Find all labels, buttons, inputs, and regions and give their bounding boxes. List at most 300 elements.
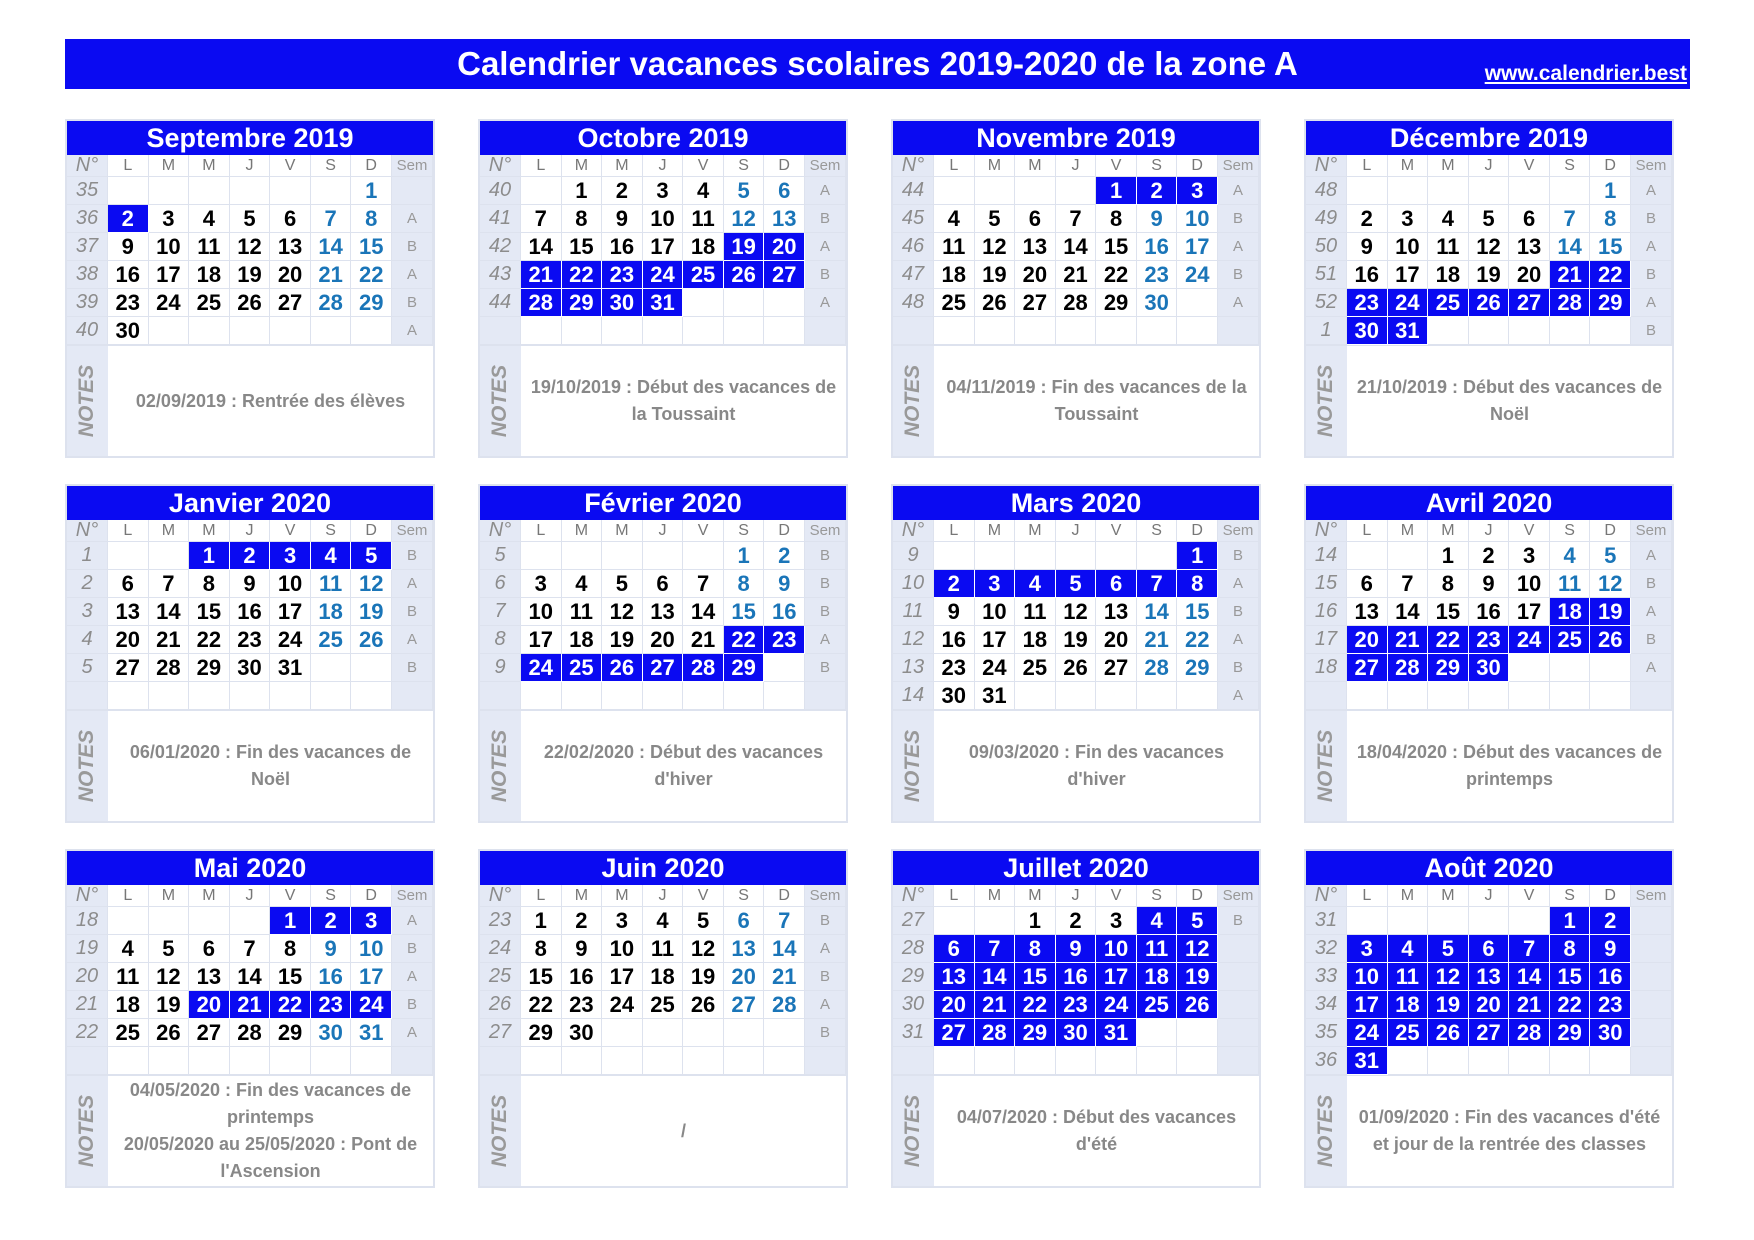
day-cell: 25 <box>189 289 230 317</box>
day-cell <box>1177 317 1218 345</box>
month-grid <box>1306 885 1672 1075</box>
week-number: 9 <box>893 542 934 570</box>
day-cell: 28 <box>1137 654 1178 682</box>
day-cell: 15 <box>1096 233 1137 261</box>
day-cell: 31 <box>270 654 311 682</box>
day-cell: 29 <box>351 289 392 317</box>
month-grid <box>67 885 433 1075</box>
day-cell: 2 <box>562 907 603 935</box>
day-cell <box>1137 317 1178 345</box>
note-line: 09/03/2020 : Fin des vacances d'hiver <box>968 742 1225 789</box>
weekday-header: V <box>1509 520 1550 542</box>
month-title: Avril 2020 <box>1306 486 1672 520</box>
weekday-header: S <box>1550 885 1591 907</box>
day-cell: 18 <box>311 598 352 626</box>
day-cell: 10 <box>1509 570 1550 598</box>
week-number: 44 <box>893 177 934 205</box>
notes-text <box>521 346 846 456</box>
day-cell <box>1590 682 1631 710</box>
day-cell <box>1056 542 1097 570</box>
day-cell: 13 <box>643 598 684 626</box>
day-cell: 15 <box>1177 598 1218 626</box>
day-cell: 13 <box>1015 233 1056 261</box>
day-cell: 19 <box>230 261 271 289</box>
weekday-header: S <box>1137 885 1178 907</box>
day-cell: 27 <box>270 289 311 317</box>
week-parity: A <box>805 991 846 1019</box>
day-cell: 19 <box>149 991 190 1019</box>
weekday-header: V <box>1096 885 1137 907</box>
site-link[interactable]: www.calendrier.best <box>1484 62 1687 85</box>
day-cell <box>189 1047 230 1075</box>
month-title: Juillet 2020 <box>893 851 1259 885</box>
day-cell: 7 <box>311 205 352 233</box>
day-cell: 26 <box>602 654 643 682</box>
weekday-header: M <box>1015 520 1056 542</box>
week-parity <box>1218 1047 1259 1075</box>
week-number <box>893 317 934 345</box>
day-cell: 4 <box>108 935 149 963</box>
week-number: 36 <box>67 205 108 233</box>
week-number: 33 <box>1306 963 1347 991</box>
weekday-header: L <box>934 520 975 542</box>
day-cell <box>975 177 1016 205</box>
weekday-header: L <box>934 885 975 907</box>
day-cell: 17 <box>602 963 643 991</box>
weekday-header: M <box>602 885 643 907</box>
day-cell: 6 <box>724 907 765 935</box>
day-cell: 18 <box>189 261 230 289</box>
week-number: 37 <box>67 233 108 261</box>
day-cell: 9 <box>562 935 603 963</box>
day-cell <box>108 177 149 205</box>
week-number: 43 <box>480 261 521 289</box>
day-cell: 26 <box>1469 289 1510 317</box>
day-cell: 8 <box>1550 935 1591 963</box>
week-number: 27 <box>480 1019 521 1047</box>
sem-header: Sem <box>392 155 433 177</box>
day-cell <box>1469 682 1510 710</box>
day-cell: 21 <box>764 963 805 991</box>
day-cell <box>1509 317 1550 345</box>
day-cell <box>724 682 765 710</box>
week-parity <box>1218 935 1259 963</box>
note-line: 02/09/2019 : Rentrée des élèves <box>135 390 406 411</box>
week-number: 14 <box>893 682 934 710</box>
day-cell: 8 <box>189 570 230 598</box>
notes-text <box>108 711 433 821</box>
weekday-header: V <box>1096 520 1137 542</box>
weekday-header: S <box>1550 155 1591 177</box>
day-cell <box>1550 682 1591 710</box>
week-parity: A <box>392 261 433 289</box>
week-parity <box>805 682 846 710</box>
weekday-header: M <box>1428 885 1469 907</box>
weekday-header: S <box>311 155 352 177</box>
week-parity <box>1218 963 1259 991</box>
notes-label-text: NOTES <box>488 364 512 438</box>
day-cell <box>975 907 1016 935</box>
day-cell <box>1428 177 1469 205</box>
day-cell <box>149 907 190 935</box>
weekday-header: J <box>1469 885 1510 907</box>
day-cell <box>351 654 392 682</box>
week-number-header: N° <box>480 885 521 907</box>
day-cell <box>764 1047 805 1075</box>
week-number: 27 <box>893 907 934 935</box>
weekday-header: V <box>1096 155 1137 177</box>
week-number <box>480 1047 521 1075</box>
weekday-header: S <box>724 155 765 177</box>
note-line: 22/02/2020 : Début des vacances d'hiver <box>543 742 824 789</box>
week-number: 40 <box>480 177 521 205</box>
day-cell: 16 <box>1056 963 1097 991</box>
week-parity: B <box>805 907 846 935</box>
week-number: 13 <box>893 654 934 682</box>
weekday-header: S <box>1137 155 1178 177</box>
day-cell: 3 <box>1177 177 1218 205</box>
day-cell: 28 <box>311 289 352 317</box>
sem-header: Sem <box>1631 520 1672 542</box>
day-cell <box>189 317 230 345</box>
day-cell: 3 <box>521 570 562 598</box>
day-cell <box>683 317 724 345</box>
day-cell: 15 <box>562 233 603 261</box>
day-cell: 14 <box>311 233 352 261</box>
week-number: 49 <box>1306 205 1347 233</box>
day-cell: 16 <box>1347 261 1388 289</box>
day-cell: 23 <box>1347 289 1388 317</box>
day-cell: 28 <box>521 289 562 317</box>
day-cell: 4 <box>1388 935 1429 963</box>
day-cell <box>643 1019 684 1047</box>
day-cell: 20 <box>643 626 684 654</box>
week-parity: A <box>1631 233 1672 261</box>
day-cell <box>643 682 684 710</box>
week-number <box>480 317 521 345</box>
day-cell: 29 <box>1590 289 1631 317</box>
weekday-header: J <box>643 885 684 907</box>
week-number: 29 <box>893 963 934 991</box>
day-cell: 8 <box>724 570 765 598</box>
day-cell: 14 <box>1550 233 1591 261</box>
week-number: 48 <box>893 289 934 317</box>
month-grid <box>893 885 1259 1075</box>
day-cell <box>311 1047 352 1075</box>
day-cell: 30 <box>1137 289 1178 317</box>
day-cell: 11 <box>311 570 352 598</box>
day-cell: 10 <box>1096 935 1137 963</box>
month-card <box>891 849 1261 1188</box>
day-cell <box>1137 542 1178 570</box>
day-cell: 2 <box>1347 205 1388 233</box>
week-parity: B <box>1631 317 1672 345</box>
day-cell: 22 <box>189 626 230 654</box>
day-cell: 6 <box>1347 570 1388 598</box>
day-cell: 9 <box>934 598 975 626</box>
day-cell: 18 <box>1550 598 1591 626</box>
week-number: 41 <box>480 205 521 233</box>
day-cell: 20 <box>764 233 805 261</box>
day-cell: 26 <box>683 991 724 1019</box>
week-number: 45 <box>893 205 934 233</box>
sem-header: Sem <box>1631 885 1672 907</box>
weekday-header: V <box>683 520 724 542</box>
day-cell: 21 <box>149 626 190 654</box>
day-cell: 22 <box>270 991 311 1019</box>
day-cell: 2 <box>230 542 271 570</box>
day-cell: 24 <box>351 991 392 1019</box>
day-cell: 10 <box>351 935 392 963</box>
month-card <box>65 119 435 458</box>
day-cell <box>934 317 975 345</box>
day-cell: 27 <box>643 654 684 682</box>
day-cell: 20 <box>270 261 311 289</box>
week-number-header: N° <box>893 885 934 907</box>
month-title: Février 2020 <box>480 486 846 520</box>
day-cell: 31 <box>1388 317 1429 345</box>
day-cell <box>1509 1047 1550 1075</box>
weekday-header: M <box>602 520 643 542</box>
day-cell: 6 <box>643 570 684 598</box>
day-cell <box>724 289 765 317</box>
weekday-header: M <box>1388 520 1429 542</box>
week-parity: A <box>1218 177 1259 205</box>
day-cell: 22 <box>724 626 765 654</box>
week-parity: B <box>805 542 846 570</box>
title-bar <box>65 39 1690 89</box>
weekday-header: S <box>311 520 352 542</box>
day-cell <box>1550 654 1591 682</box>
day-cell: 27 <box>1347 654 1388 682</box>
day-cell: 29 <box>1015 1019 1056 1047</box>
notes-text <box>521 711 846 821</box>
day-cell <box>602 1047 643 1075</box>
weekday-header: M <box>975 885 1016 907</box>
day-cell: 3 <box>602 907 643 935</box>
day-cell: 5 <box>1428 935 1469 963</box>
day-cell: 24 <box>643 261 684 289</box>
day-cell: 24 <box>1509 626 1550 654</box>
day-cell: 15 <box>270 963 311 991</box>
notes-area <box>67 345 433 456</box>
day-cell <box>1388 907 1429 935</box>
week-parity <box>1218 991 1259 1019</box>
week-parity <box>1631 991 1672 1019</box>
day-cell <box>1428 907 1469 935</box>
note-line: / <box>680 1120 686 1141</box>
weekday-header: M <box>189 155 230 177</box>
day-cell: 1 <box>270 907 311 935</box>
notes-label <box>67 346 108 456</box>
day-cell <box>1056 1047 1097 1075</box>
day-cell: 7 <box>1056 205 1097 233</box>
day-cell: 3 <box>270 542 311 570</box>
week-number: 7 <box>480 598 521 626</box>
month-card <box>891 484 1261 823</box>
day-cell: 3 <box>1388 205 1429 233</box>
week-number: 22 <box>67 1019 108 1047</box>
day-cell: 8 <box>1590 205 1631 233</box>
day-cell: 10 <box>1388 233 1429 261</box>
weekday-header: J <box>1469 155 1510 177</box>
day-cell: 28 <box>149 654 190 682</box>
day-cell <box>521 317 562 345</box>
weekday-header: D <box>764 520 805 542</box>
day-cell: 5 <box>1469 205 1510 233</box>
day-cell <box>149 682 190 710</box>
week-number: 3 <box>67 598 108 626</box>
weekday-header: M <box>189 520 230 542</box>
notes-label-text: NOTES <box>1314 1094 1338 1168</box>
week-number: 44 <box>480 289 521 317</box>
weekday-header: V <box>1509 155 1550 177</box>
day-cell: 11 <box>108 963 149 991</box>
day-cell: 29 <box>1096 289 1137 317</box>
day-cell: 23 <box>230 626 271 654</box>
day-cell: 25 <box>683 261 724 289</box>
day-cell: 9 <box>1056 935 1097 963</box>
day-cell <box>1509 177 1550 205</box>
day-cell <box>1015 177 1056 205</box>
day-cell <box>351 317 392 345</box>
day-cell: 14 <box>1137 598 1178 626</box>
sem-header: Sem <box>392 520 433 542</box>
weekday-header: J <box>643 520 684 542</box>
sem-header: Sem <box>1218 885 1259 907</box>
month-grid <box>67 520 433 710</box>
month-grid <box>480 885 846 1075</box>
day-cell <box>270 317 311 345</box>
weekday-header: V <box>683 885 724 907</box>
day-cell <box>602 1019 643 1047</box>
day-cell: 18 <box>934 261 975 289</box>
day-cell: 10 <box>643 205 684 233</box>
week-number: 2 <box>67 570 108 598</box>
day-cell: 5 <box>602 570 643 598</box>
day-cell: 13 <box>1096 598 1137 626</box>
week-parity: A <box>805 626 846 654</box>
week-number: 12 <box>893 626 934 654</box>
day-cell: 4 <box>1550 542 1591 570</box>
day-cell: 11 <box>1428 233 1469 261</box>
day-cell: 17 <box>643 233 684 261</box>
day-cell: 8 <box>270 935 311 963</box>
notes-label <box>67 711 108 821</box>
week-number: 23 <box>480 907 521 935</box>
day-cell <box>562 542 603 570</box>
day-cell: 6 <box>1509 205 1550 233</box>
week-parity: A <box>805 177 846 205</box>
note-line: 04/11/2019 : Fin des vacances de la Toussaint <box>946 377 1247 424</box>
day-cell <box>189 682 230 710</box>
day-cell: 12 <box>230 233 271 261</box>
weekday-header: M <box>975 155 1016 177</box>
day-cell <box>521 542 562 570</box>
week-parity: A <box>1218 233 1259 261</box>
day-cell: 6 <box>934 935 975 963</box>
day-cell: 26 <box>724 261 765 289</box>
day-cell: 9 <box>108 233 149 261</box>
day-cell: 22 <box>1015 991 1056 1019</box>
day-cell: 16 <box>934 626 975 654</box>
weekday-header: L <box>1347 885 1388 907</box>
day-cell: 23 <box>1590 991 1631 1019</box>
day-cell: 11 <box>1550 570 1591 598</box>
day-cell: 26 <box>1177 991 1218 1019</box>
day-cell <box>521 682 562 710</box>
day-cell: 7 <box>975 935 1016 963</box>
day-cell: 6 <box>764 177 805 205</box>
day-cell: 17 <box>1509 598 1550 626</box>
day-cell: 21 <box>1137 626 1178 654</box>
week-number: 14 <box>1306 542 1347 570</box>
weekday-header: D <box>764 155 805 177</box>
week-parity: B <box>805 598 846 626</box>
day-cell: 11 <box>934 233 975 261</box>
day-cell: 11 <box>683 205 724 233</box>
day-cell: 14 <box>230 963 271 991</box>
month-card <box>65 849 435 1188</box>
day-cell: 16 <box>230 598 271 626</box>
month-title: Janvier 2020 <box>67 486 433 520</box>
day-cell: 31 <box>1347 1047 1388 1075</box>
day-cell: 21 <box>1056 261 1097 289</box>
day-cell: 27 <box>108 654 149 682</box>
notes-text <box>934 346 1259 456</box>
day-cell: 24 <box>149 289 190 317</box>
day-cell: 14 <box>683 598 724 626</box>
month-card <box>478 484 848 823</box>
day-cell: 20 <box>1347 626 1388 654</box>
weekday-header: M <box>562 520 603 542</box>
week-number <box>1306 682 1347 710</box>
week-number: 18 <box>67 907 108 935</box>
month-grid <box>480 155 846 345</box>
day-cell: 21 <box>1509 991 1550 1019</box>
week-parity: B <box>392 233 433 261</box>
week-parity <box>1631 935 1672 963</box>
day-cell: 20 <box>1096 626 1137 654</box>
day-cell: 23 <box>1137 261 1178 289</box>
week-number: 26 <box>480 991 521 1019</box>
day-cell <box>108 907 149 935</box>
weekday-header: D <box>351 155 392 177</box>
day-cell: 1 <box>1428 542 1469 570</box>
week-number: 18 <box>1306 654 1347 682</box>
day-cell: 21 <box>1388 626 1429 654</box>
day-cell: 14 <box>1056 233 1097 261</box>
day-cell <box>1550 317 1591 345</box>
day-cell: 25 <box>311 626 352 654</box>
day-cell: 22 <box>1177 626 1218 654</box>
day-cell <box>643 1047 684 1075</box>
note-line: 19/10/2019 : Début des vacances de la Toussaint <box>530 377 837 424</box>
day-cell <box>311 317 352 345</box>
day-cell <box>602 317 643 345</box>
day-cell: 26 <box>975 289 1016 317</box>
notes-label-text: NOTES <box>901 1094 925 1168</box>
day-cell: 2 <box>602 177 643 205</box>
day-cell <box>1347 682 1388 710</box>
day-cell: 18 <box>1428 261 1469 289</box>
weekday-header: J <box>1056 155 1097 177</box>
day-cell: 17 <box>270 598 311 626</box>
week-number: 28 <box>893 935 934 963</box>
day-cell: 16 <box>1137 233 1178 261</box>
month-grid <box>893 520 1259 710</box>
week-number: 21 <box>67 991 108 1019</box>
